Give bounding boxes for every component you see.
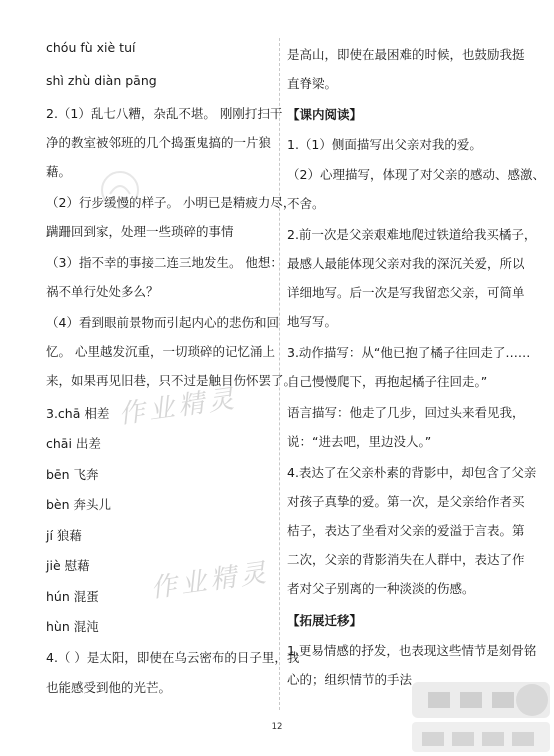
text-line: 说：“进去吧，里边没人。”	[287, 434, 432, 449]
pinyin-item: 3.chā 相差	[46, 406, 110, 421]
text-line: 来，如果再见旧巷，只不过是触目伤怀罢了。	[46, 373, 297, 388]
text-line: 忆。 心里越发沉重，一切琐碎的记忆涌上	[46, 344, 275, 359]
section-heading-reading: 【课内阅读】	[287, 107, 363, 122]
watermark-text: 作业精灵	[148, 557, 272, 605]
pinyin-item: jí 狼藉	[46, 528, 82, 543]
pinyin-item: jiè 慰藉	[46, 558, 90, 573]
text-line: 1.更易情感的抒发，也表现这些情节是刻骨铭	[287, 643, 537, 658]
text-line: 2.（1）乱七八糟，杂乱不堪。 刚刚打扫干	[46, 106, 283, 121]
text-line: 不舍。	[287, 196, 325, 211]
pinyin-line-2: shì zhù diàn pāng	[46, 73, 157, 88]
site-watermark-logo	[408, 676, 554, 756]
section-heading-extension: 【拓展迁移】	[287, 613, 363, 628]
text-line: 3.动作描写：从“他已抱了橘子往回走了……	[287, 345, 531, 360]
text-line: 地写写。	[287, 314, 338, 329]
text-line: 桔子，表达了坐看对父亲的爱溢于言表。第	[287, 523, 525, 538]
pinyin-item: bèn 奔头儿	[46, 497, 112, 512]
pinyin-item: bēn 飞奔	[46, 467, 99, 482]
text-line: 语言描写：他走了几步，回过头来看见我，	[287, 405, 525, 420]
pinyin-item: hùn 混沌	[46, 619, 99, 634]
text-line: 祸不单行处处多么？	[46, 284, 159, 299]
pinyin-item: hún 混蛋	[46, 589, 99, 604]
text-line: 直脊梁。	[287, 76, 338, 91]
text-line: 2.前一次是父亲艰难地爬过铁道给我买橘子，	[287, 227, 537, 242]
text-line: 也能感受到他的光芒。	[46, 680, 172, 695]
pinyin-item: chāi 出差	[46, 436, 101, 451]
watermark-text: 作业精灵	[116, 383, 240, 431]
text-line: 蹒跚回到家，处理一些琐碎的事情	[46, 224, 234, 239]
text-line: 心的；组织情节的手法	[287, 672, 413, 687]
text-line: 对孩子真挚的爱。第一次，是父亲给作者买	[287, 494, 525, 509]
text-line: 者对父子别离的一种淡淡的伤感。	[287, 581, 475, 596]
text-line: （4）看到眼前景物而引起内心的悲伤和回	[46, 315, 279, 330]
text-line: 净的教室被邻班的几个捣蛋鬼搞的一片狼	[46, 135, 272, 150]
text-line: （2）心理描写，体现了对父亲的感动、感激、	[287, 167, 545, 182]
pinyin-line-1: chóu fù xiè tuí	[46, 40, 136, 55]
watermark-logo-icon	[98, 168, 142, 212]
text-line: 最感人最能体现父亲对我的深沉关爱，所以	[287, 256, 525, 271]
text-line: 4.（ ）是太阳，即使在乌云密布的日子里，我	[46, 650, 300, 665]
text-line: 详细地写。后一次是写我留恋父亲，可简单	[287, 285, 525, 300]
text-line: （2）行步缓慢的样子。 小明已是精疲力尽，	[46, 195, 296, 210]
page-number: 12	[271, 722, 283, 732]
text-line: 二次，父亲的背影消失在人群中，表达了作	[287, 552, 525, 567]
text-line: （3）指不幸的事接二连三地发生。 他想：	[46, 255, 283, 270]
text-line: 藉。	[46, 164, 72, 179]
text-line: 4.表达了在父亲朴素的背影中，却包含了父亲	[287, 465, 537, 480]
text-line: 是高山，即使在最困难的时候，也鼓励我挺	[287, 47, 525, 62]
text-line: 自己慢慢爬下，再抱起橘子往回走。”	[287, 374, 488, 389]
text-line: 1.（1）侧面描写出父亲对我的爱。	[287, 137, 482, 152]
